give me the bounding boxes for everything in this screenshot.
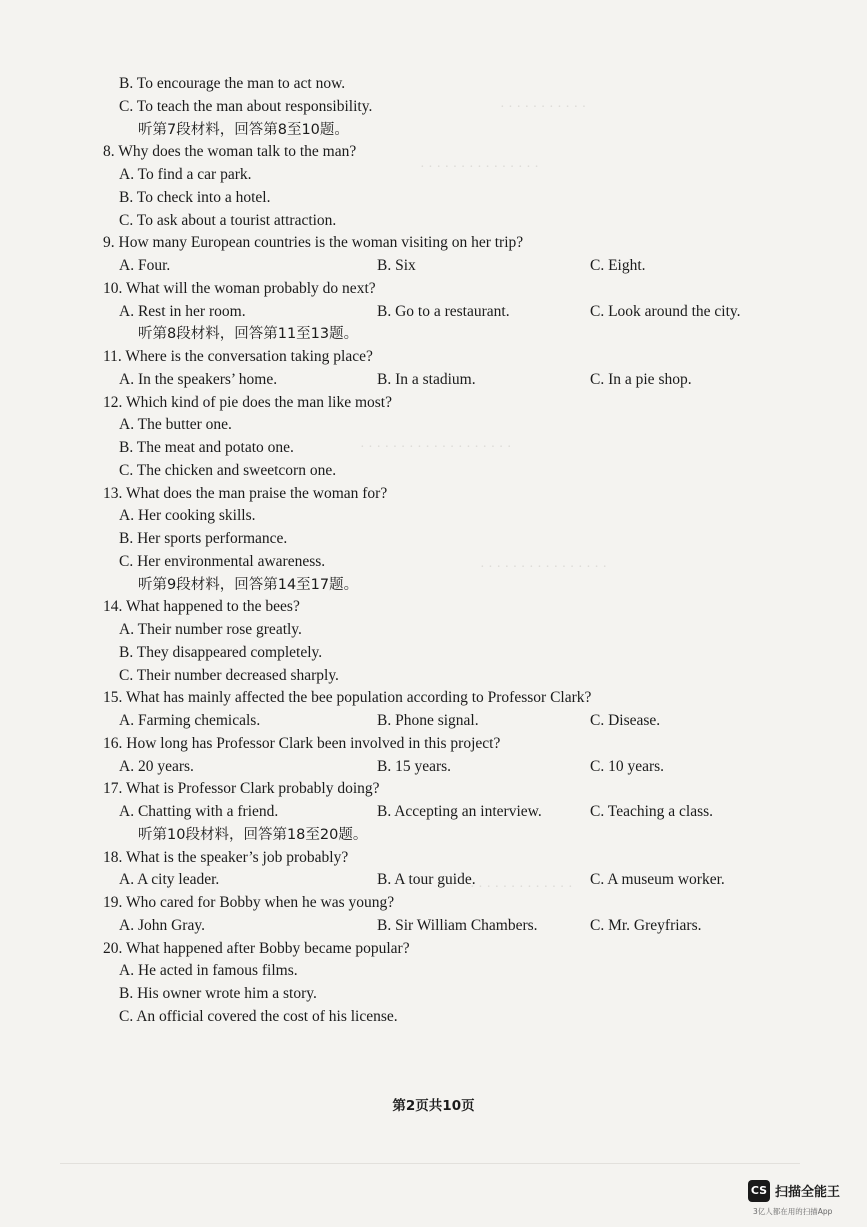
answer-option: C. Teaching a class. <box>590 803 714 820</box>
scanner-tagline: 3亿人都在用的扫描App <box>753 1207 833 1216</box>
answer-option: A. Four. <box>119 257 171 274</box>
answer-option: B. In a stadium. <box>377 370 476 388</box>
answer-option: B. Go to a restaurant. <box>377 302 510 320</box>
question-text: 16. How long has Professor Clark been involved in this project? <box>103 734 501 752</box>
answer-option: A. 20 years. <box>119 757 194 775</box>
question-text: 19. Who cared for Bobby when he was young? <box>103 894 395 911</box>
question-text: 14. What happened to the bees? <box>103 598 300 616</box>
answer-option: A. To find a car park. <box>119 166 252 183</box>
question-text: 8. Why does the woman talk to the man? <box>103 143 357 161</box>
answer-option: A. Chatting with a friend. <box>119 803 279 820</box>
page-number: 第2页共10页 <box>392 1098 475 1114</box>
answer-option: B. Sir William Chambers. <box>377 916 538 934</box>
question-text: 20. What happened after Bobby became popular? <box>103 939 410 957</box>
answer-option: A. In the speakers’ home. <box>119 370 278 388</box>
question-text: 17. What is Professor Clark probably doing? <box>103 780 380 798</box>
answer-option: C. Their number decreased sharply. <box>119 666 339 684</box>
question-text: 18. What is the speaker’s job probably? <box>103 848 349 866</box>
section-instruction: 听第8段材料，回答第11至13题。 <box>138 326 359 343</box>
answer-option: B. To encourage the man to act now. <box>119 75 346 92</box>
answer-option: B. Accepting an interview. <box>377 803 542 820</box>
answer-option: C. An official covered the cost of his license. <box>119 1007 398 1025</box>
answer-option: A. Rest in her room. <box>119 302 246 320</box>
answer-option: C. Look around the city. <box>590 302 741 320</box>
answer-option: B. The meat and potato one. <box>119 439 294 456</box>
scanner-watermark <box>748 1180 858 1220</box>
answer-option: C. In a pie shop. <box>590 370 692 388</box>
divider <box>60 1163 800 1164</box>
question-text: 13. What does the man praise the woman for? <box>103 484 388 502</box>
answer-option: A. A city leader. <box>119 871 220 889</box>
answer-option: B. To check into a hotel. <box>119 188 271 206</box>
section-instruction: 听第9段材料，回答第14至17题。 <box>138 576 359 593</box>
answer-option: B. Phone signal. <box>377 712 479 729</box>
answer-option: C. Disease. <box>590 712 661 729</box>
answer-option: C. Mr. Greyfriars. <box>590 916 702 934</box>
answer-option: A. Her cooking skills. <box>119 507 256 525</box>
answer-option: B. Six <box>377 257 416 274</box>
section-instruction: 听第10段材料，回答第18至20题。 <box>138 826 368 843</box>
answer-option: C. To teach the man about responsibility. <box>119 97 373 115</box>
section-instruction: 听第7段材料，回答第8至10题。 <box>138 121 349 138</box>
answer-option: A. Their number rose greatly. <box>119 621 302 638</box>
answer-option: A. John Gray. <box>119 916 205 934</box>
bleed-through-text: · · · · · · · · · · · · · · · · <box>480 560 608 575</box>
answer-option: B. They disappeared completely. <box>119 643 323 661</box>
question-text: 11. Where is the conversation taking place? <box>103 348 373 365</box>
answer-option: C. Her environmental awareness. <box>119 552 326 570</box>
bleed-through-text: · · · · · · · · · · · · · <box>470 880 573 895</box>
answer-option: C. Eight. <box>590 257 646 274</box>
answer-option: B. 15 years. <box>377 757 452 775</box>
answer-option: A. Farming chemicals. <box>119 712 261 729</box>
answer-option: B. His owner wrote him a story. <box>119 985 317 1002</box>
question-text: 15. What has mainly affected the bee population according to Professor Clark? <box>103 689 592 707</box>
answer-option: A. He acted in famous films. <box>119 962 298 980</box>
answer-option: B. A tour guide. <box>377 871 476 889</box>
answer-option: C. 10 years. <box>590 757 665 775</box>
answer-option: A. The butter one. <box>119 416 232 434</box>
question-text: 12. Which kind of pie does the man like most? <box>103 393 392 411</box>
answer-option: C. To ask about a tourist attraction. <box>119 211 337 229</box>
bleed-through-text: · · · · · · · · · · · · · · · · · · · <box>360 440 512 455</box>
question-text: 10. What will the woman probably do next? <box>103 279 376 297</box>
question-text: 9. How many European countries is the woman visiting on her trip? <box>103 234 524 252</box>
bleed-through-text: · · · · · · · · · · · <box>500 100 587 115</box>
answer-option: C. A museum worker. <box>590 871 725 889</box>
bleed-through-text: · · · · · · · · · · · · · · · <box>420 160 539 175</box>
answer-option: B. Her sports performance. <box>119 530 288 547</box>
camscanner-logo-icon: CS <box>748 1180 770 1202</box>
scanner-app-name: 扫描全能王 <box>775 1185 841 1200</box>
answer-option: C. The chicken and sweetcorn one. <box>119 461 337 479</box>
